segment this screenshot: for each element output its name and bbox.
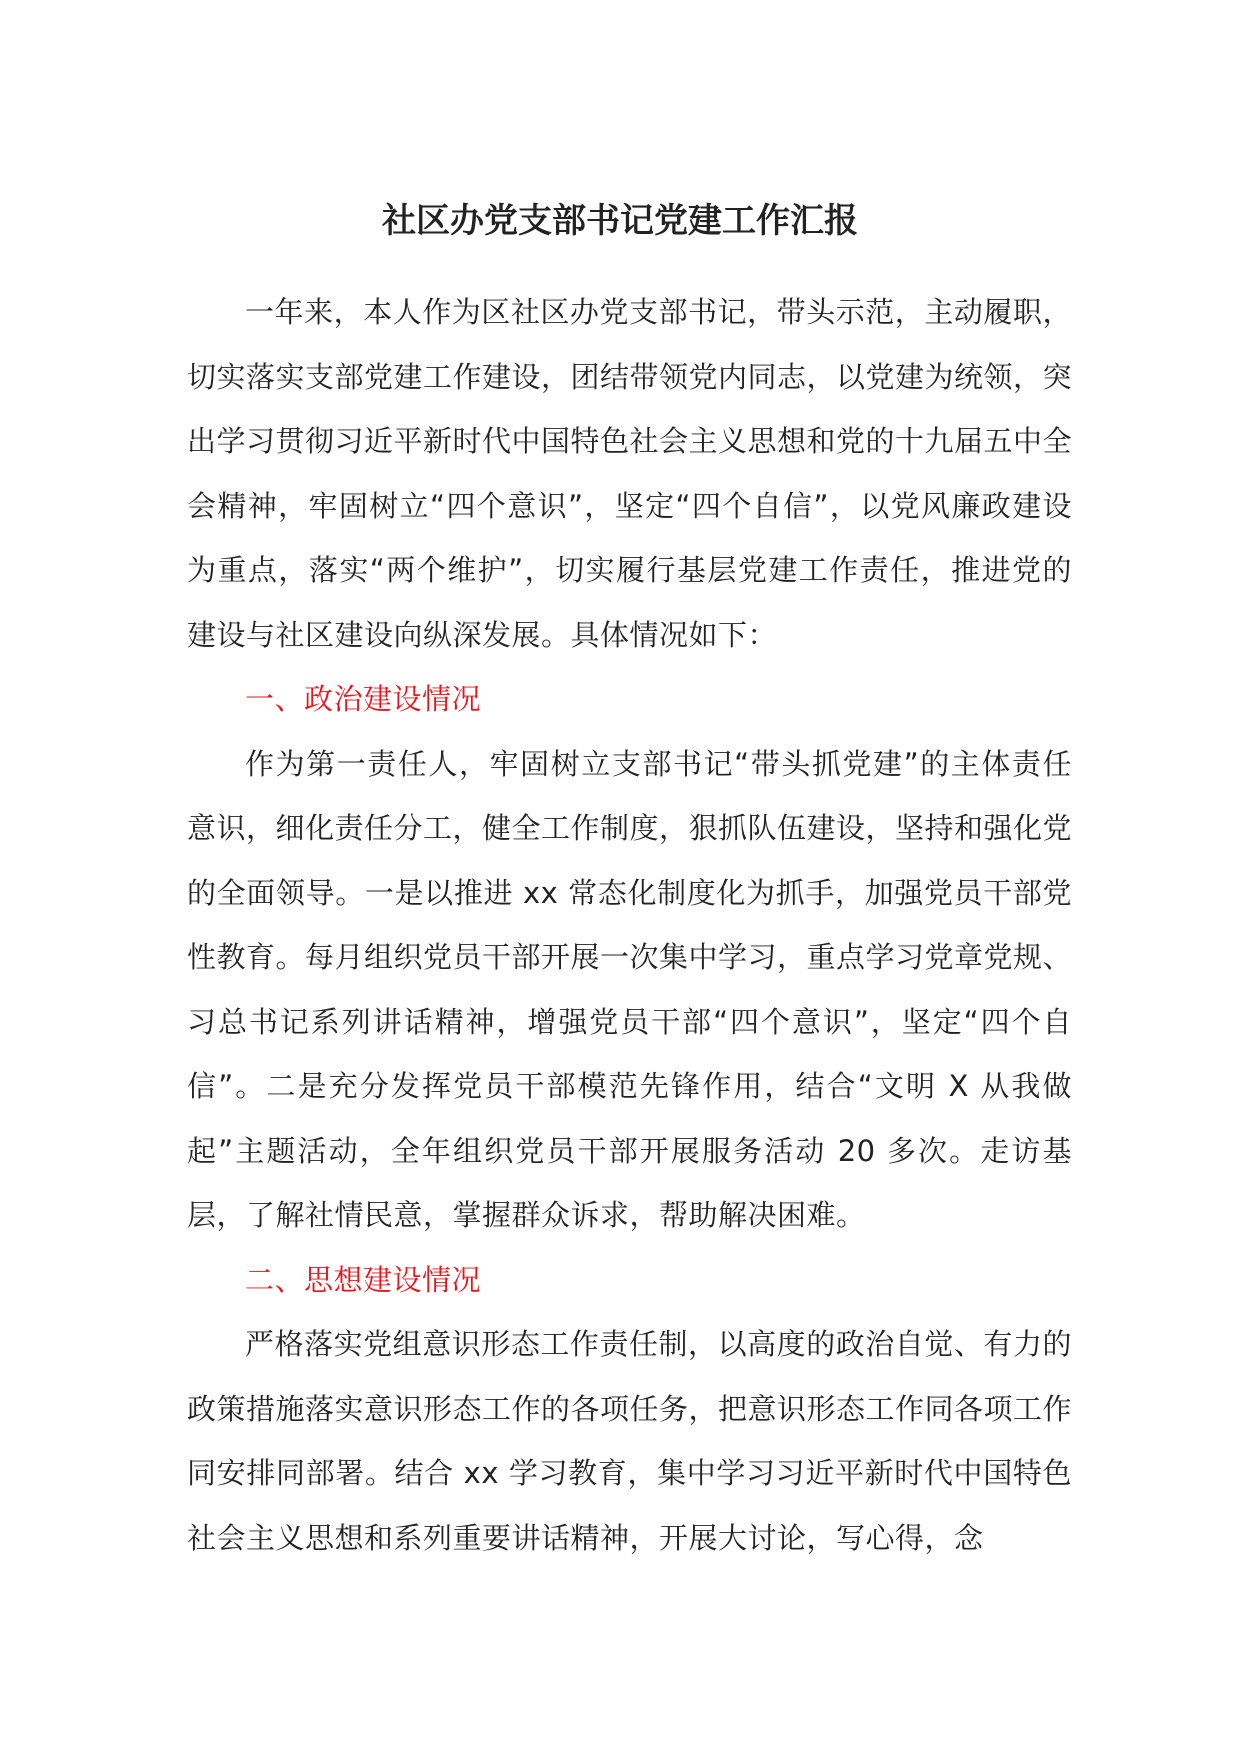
paragraph-ideological: 严格落实党组意识形态工作责任制，以高度的政治自觉、有力的政策措施落实意识形态工作的各项任务，把意识形态工作同各项工作同安排同部署。结合 xx 学习教育，集中学习习近平新时代中国特色社会主义思想和系列重要讲话精神，开展大讨论，写心得，念 bbox=[187, 1327, 1073, 1555]
section-heading-political: 一、政治建设情况 bbox=[245, 682, 482, 716]
document-body bbox=[187, 280, 1072, 1570]
paragraph-intro: 一年来，本人作为区社区办党支部书记，带头示范，主动履职，切实落实支部党建工作建设，团结带领党内同志，以党建为统领，突出学习贯彻习近平新时代中国特色社会主义思想和党的十九届五中全会精神，牢固树立“四个意识”，坚定“四个自信”，以党风廉政建设为重点，落实“两个维护”，切实履行基层党建工作责任，推进党的建设与社区建设向纵深发展。具体情况如下： bbox=[187, 295, 1073, 652]
document-title: 社区办党支部书记党建工作汇报 bbox=[382, 201, 858, 241]
section-heading-ideological: 二、思想建设情况 bbox=[245, 1262, 482, 1297]
paragraph-political: 作为第一责任人，牢固树立支部书记“带头抓党建”的主体责任意识，细化责任分工，健全工作制度，狠抓队伍建设，坚持和强化党的全面领导。一是以推进 xx 常态化制度化为抓手，加强党员干部党性教育。每月组织党员干部开展一次集中学习，重点学习党章党规、习总书记系列讲话精神，增强党员干部“四个意识”，坚定“四个自信”。二是充分发挥党员干部模范先锋作用，结合“文明 X 从我做起”主题活动，全年组织党员干部开展服务活动 20 多次。走访基层，了解社情民意，掌握群众诉求，帮助解决困难。 bbox=[187, 746, 1073, 1232]
